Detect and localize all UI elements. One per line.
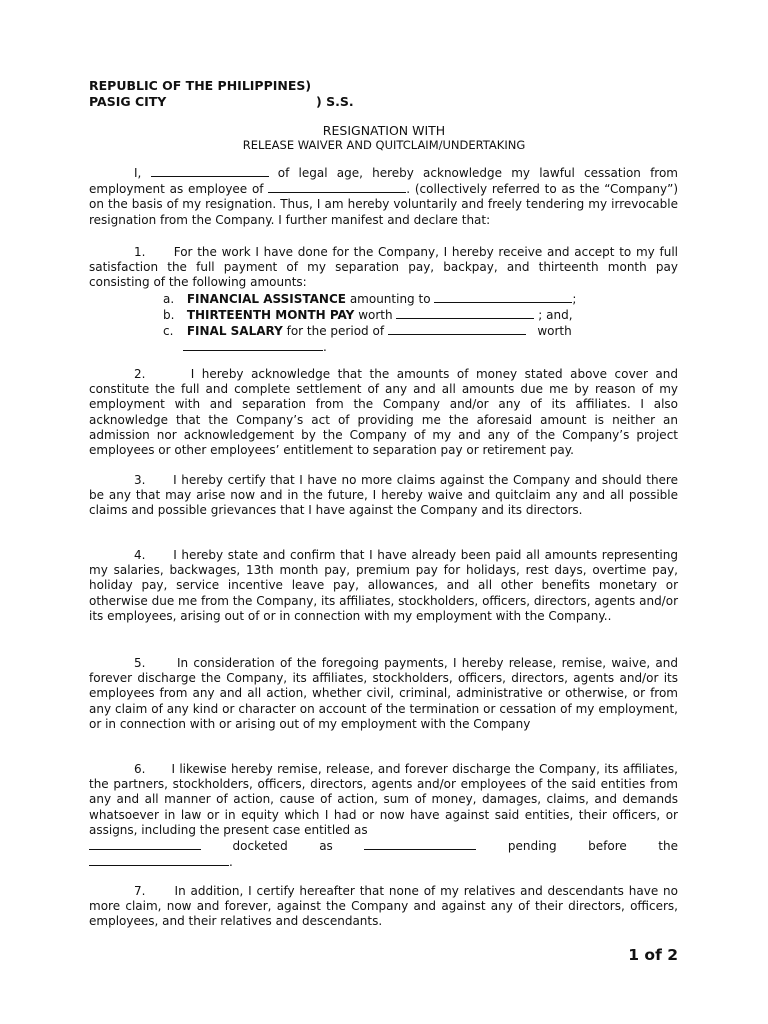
thirteenth-month-label: THIRTEENTH MONTH PAY: [186, 307, 355, 322]
paragraph-1-text: 1. For the work I have done for the Company, I hereby receive and accept to my full satisfaction the full payment of my separation pay, backpay, and thirteenth month pay consisting of the following amounts:: [89, 245, 678, 290]
docket-number-blank: [364, 838, 476, 850]
item-c: c. FINAL SALARY for the period of worth: [163, 324, 572, 339]
final-salary-label: FINAL SALARY: [186, 324, 283, 339]
document-subtitle: RELEASE WAIVER AND QUITCLAIM/UNDERTAKING: [242, 138, 526, 152]
ss-mark: ) S.S.: [316, 94, 354, 109]
paragraph-1: [89, 245, 678, 355]
venue-header: [89, 78, 354, 110]
intro-text-c: . (collectively referred to as the “Company”) on the basis of my resignation. Thus, I am hereby voluntarily and freely tendering my irrevocable resignation from the Company. I further manifest and declare that:: [89, 182, 679, 227]
final-salary-worth-blank: [183, 339, 323, 351]
paragraph-3: [89, 473, 678, 519]
republic-line: REPUBLIC OF THE PHILIPPINES): [89, 78, 312, 93]
city-line: PASIG CITY: [89, 94, 167, 109]
paragraph-6-end-line: .: [89, 854, 678, 870]
employer-blank: [268, 181, 406, 193]
paragraph-2: [89, 367, 678, 458]
paragraph-6: [89, 762, 678, 870]
paragraph-5-text: 5. In consideration of the foregoing payments, I hereby release, remise, waive, and forever discharge the Company, its affiliates, stockholders, officers, directors, agents and/or its employees from any and all action, whether civil, criminal, administrative or otherwise, or from any claim of any kind or character on account of the termination or cessation of my employment, or in connection with or arising out of my employment with the Company: [89, 656, 678, 731]
paragraph-4: [89, 548, 678, 624]
financial-assistance-label: FINANCIAL ASSISTANCE: [186, 291, 346, 306]
paragraph-6-case-line: docketed as pending before the: [89, 838, 678, 854]
paragraph-6-text: 6. I likewise hereby remise, release, and forever discharge the Company, its affiliates, the partners, stockholders, officers, directors, agents and/or employees of the said entities from any and all manner of action, cause of action, sum of money, damages, claims, and demands whatsoever in law or in equity which I had or now have against said entities, their officers, or assigns, including the present case entitled as: [89, 762, 678, 837]
intro-paragraph: [89, 165, 678, 228]
financial-assistance-blank: [434, 291, 572, 303]
court-blank: [89, 854, 229, 866]
paragraph-2-text: 2. I hereby acknowledge that the amounts of money stated above cover and constitute the full and complete settlement of any and all amounts due me by reason of my employment with and separation from the Company and/or any of its affiliates. I also acknowledge that the Company’s act of providing me the aforesaid amount is neither an admission nor acknowledgement by the Company of my and any of the Company’s project employees or other employees’ entitlement to separation pay or retirement pay.: [89, 367, 678, 458]
paragraph-5: [89, 656, 678, 732]
document-title: RESIGNATION WITH: [322, 123, 446, 138]
name-blank: [151, 165, 269, 177]
final-salary-period-blank: [388, 323, 526, 335]
page-number: 1 of 2: [628, 946, 678, 964]
item-b: b. THIRTEENTH MONTH PAY worth ; and,: [163, 307, 573, 322]
case-title-blank: [89, 838, 201, 850]
paragraph-4-text: 4. I hereby state and confirm that I have already been paid all amounts representing my salaries, backwages, 13th month pay, premium pay for holidays, rest days, overtime pay, holiday pay, service incentive leave pay, allowances, and all other benefits monetary or otherwise due me from the Company, its affiliates, stockholders, officers, directors, agents and/or its employees, arising out of or in connection with my employment with the Company..: [89, 548, 678, 623]
paragraph-7: [89, 884, 678, 930]
intro-text-a: I,: [134, 166, 142, 180]
thirteenth-month-blank: [396, 307, 534, 319]
item-a: a. FINANCIAL ASSISTANCE amounting to ;: [163, 291, 577, 306]
intro-text-b: of legal age, hereby acknowledge my lawful cessation from employment as employee of: [89, 166, 678, 197]
item-c-continued: .: [163, 339, 678, 355]
paragraph-7-text: 7. In addition, I certify hereafter that none of my relatives and descendants have no more claim, now and forever, against the Company and against any of their directors, officers, employees, and their relatives and descendants.: [89, 884, 678, 929]
paragraph-3-text: 3. I hereby certify that I have no more claims against the Company and should there be any that may arise now and in the future, I hereby waive and quitclaim any and all possible claims and possible grievances that I have against the Company and its directors.: [89, 473, 678, 518]
